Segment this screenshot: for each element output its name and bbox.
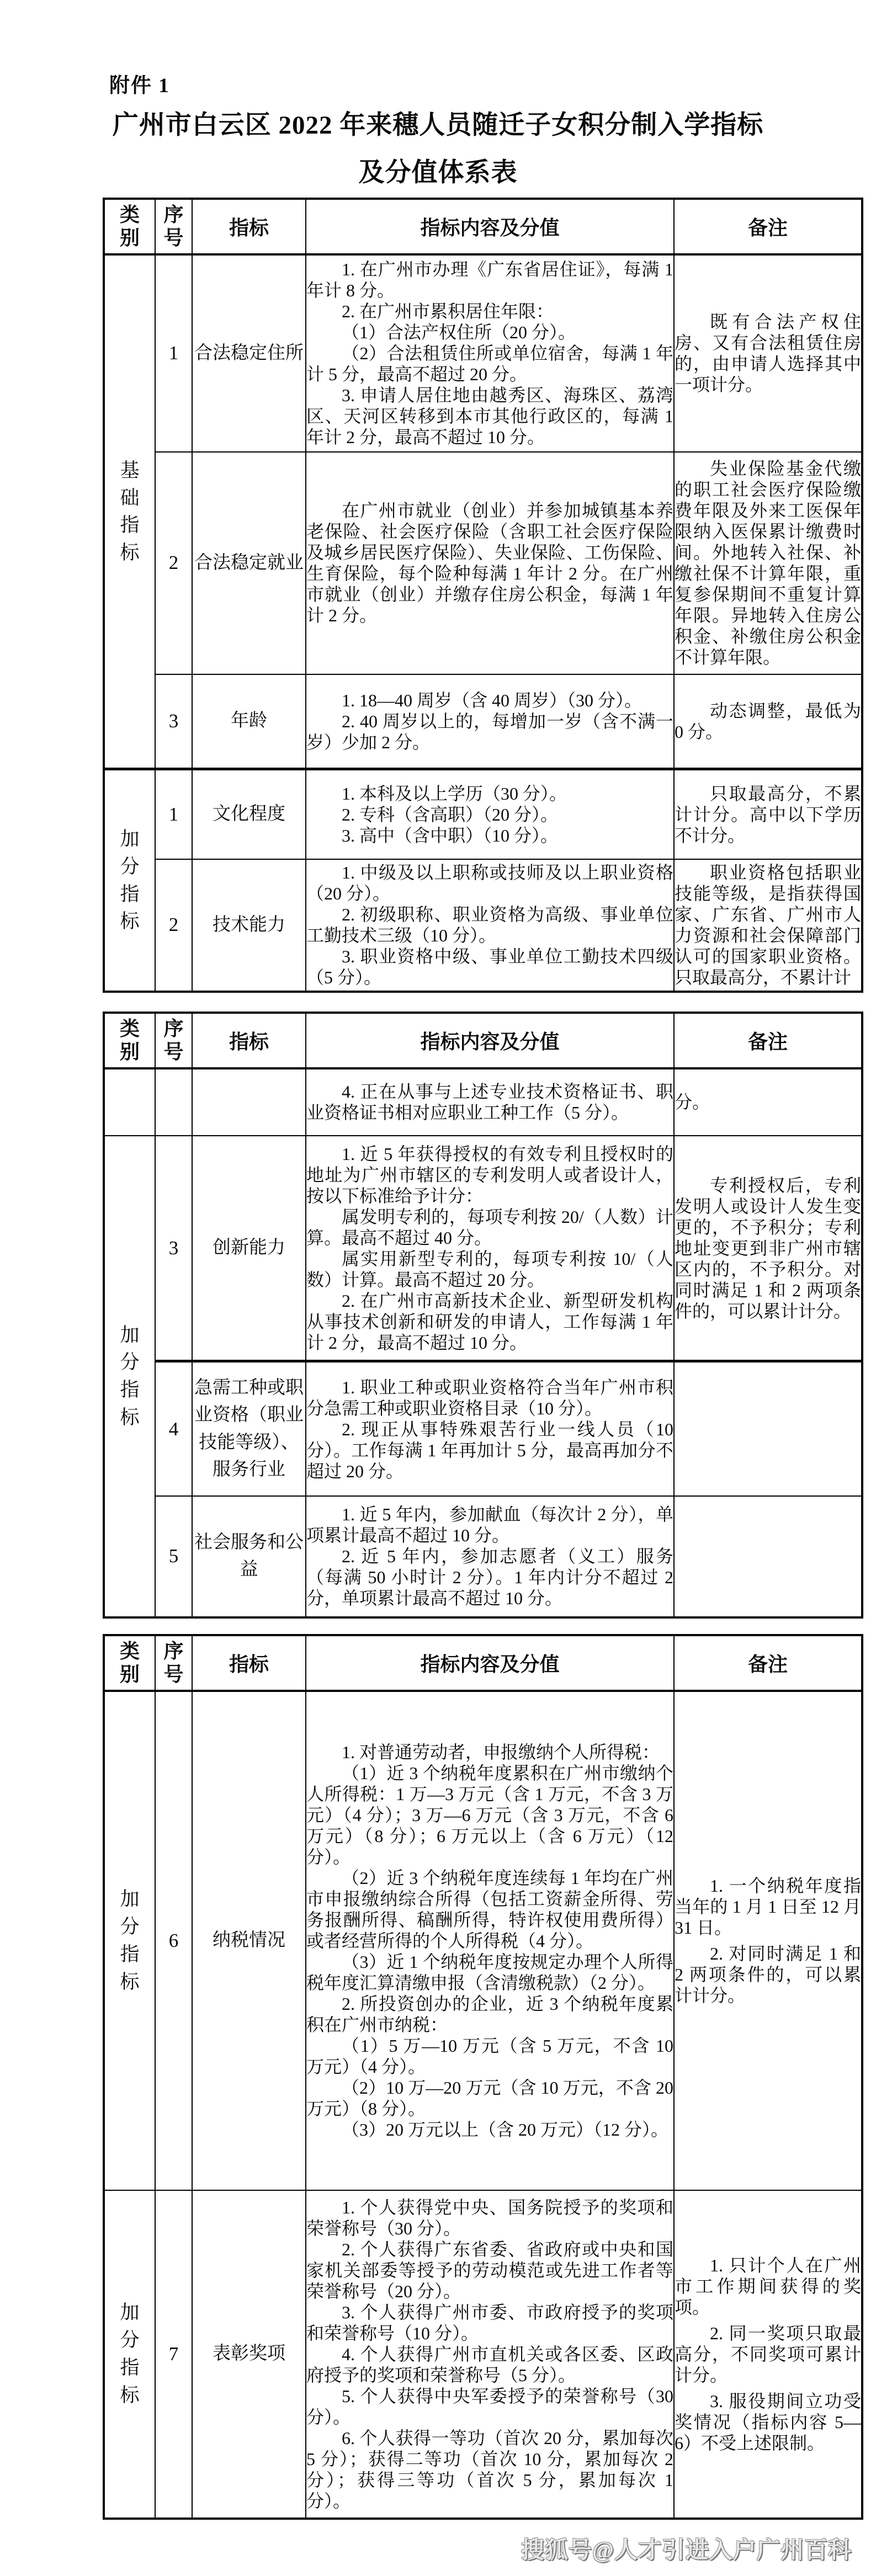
- content-paragraph: （3）近 1 个纳税年度按规定办理个人所得税年度汇算清缴申报（含清缴税款）（2 分）。: [306, 1951, 673, 1993]
- page-title-line1: 广州市白云区 2022 年来穗人员随迁子女积分制入学指标: [112, 111, 764, 140]
- table-row: [104, 1691, 862, 2190]
- category-cell: [104, 1068, 155, 1136]
- remark-cell: [674, 859, 862, 992]
- content-paragraph: 1. 对普通劳动者，申报缴纳个人所得税：: [342, 1742, 660, 1762]
- remark-cell: [674, 2190, 862, 2519]
- col-header-label: 指标: [229, 216, 269, 239]
- col-header-label: 指标: [229, 1653, 269, 1675]
- score-table-part-3: [103, 1634, 863, 2520]
- content-cell: [306, 1496, 674, 1617]
- content-cell: [306, 2190, 674, 2519]
- content-paragraph: 3. 职业资格中级、事业单位工勤技术四级（5 分）。: [306, 946, 673, 988]
- col-header-label: 备注: [747, 216, 788, 239]
- seq-cell: 3: [155, 1136, 192, 1361]
- seq-cell: 1: [155, 254, 192, 452]
- table-row: [104, 859, 862, 992]
- indicator-cell: 创新能力: [192, 1136, 306, 1361]
- header-row: [104, 1635, 862, 1691]
- table-row: [104, 674, 862, 769]
- content-paragraph: 3. 高中（含中职）（10 分）。: [342, 826, 559, 846]
- indicator-cell: 表彰奖项: [192, 2190, 306, 2519]
- col-header-remark: [674, 1635, 862, 1691]
- remark-cell: [674, 1136, 862, 1361]
- indicator-cell: 文化程度: [192, 769, 306, 859]
- content-cell: [306, 769, 674, 859]
- content-paragraph: 1. 近 5 年内，参加献血（每次计 2 分），单项累计最高不超过 10 分。: [306, 1504, 673, 1546]
- category-label: 加分指标: [120, 1888, 140, 1993]
- remark-paragraph: 1. 一个纳税年度指当年的 1 月 1 日至 12 月 31 日。: [675, 1876, 861, 1938]
- category-label: 基础指标: [120, 459, 140, 563]
- content-paragraph: 在广州市就业（创业）并参加城镇基本养老保险、社会医疗保险（含职工社会医疗保险及城乡居民医疗保险）、失业保险、工伤保险、生育保险，每个险种每满 1 年计 2 分。在广州市就业（创业）并缴存住房公积金，每满 1 年计 2 分。: [306, 501, 673, 626]
- col-header-label: 序号: [163, 1017, 184, 1063]
- content-paragraph: 1. 本科及以上学历（30 分）。: [342, 784, 567, 804]
- remark-paragraph: 职业资格包括职业技能等级，是指获得国家、广东省、广州市人力资源和社会保障部门认可的国家职业资格。只取最高分，不累计计: [675, 863, 861, 988]
- seq-cell: 1: [155, 769, 192, 859]
- remark-cell: [674, 674, 862, 769]
- table-row: [104, 769, 862, 859]
- col-header-indicator: [192, 1013, 306, 1068]
- remark-cell: [674, 1361, 862, 1496]
- col-header-label: 备注: [747, 1030, 788, 1053]
- category-cell: [104, 254, 155, 769]
- indicator-cell: 合法稳定住所: [192, 254, 306, 452]
- page-title: [0, 102, 876, 196]
- col-header-indicator: [192, 1635, 306, 1691]
- content-paragraph: 1. 在广州市办理《广东省居住证》，每满 1 年计 8 分。: [306, 259, 673, 301]
- score-table-part-2: [103, 1012, 863, 1619]
- content-paragraph: 3. 个人获得广州市委、市政府授予的奖项和荣誉称号（10 分）。: [306, 2302, 673, 2343]
- content-paragraph: 2. 40 周岁以上的，每增加一岁（含不满一岁）少加 2 分。: [306, 711, 673, 753]
- col-header-label: 类别: [119, 204, 140, 249]
- seq-cell: 2: [155, 859, 192, 992]
- seq-cell: 2: [155, 452, 192, 674]
- remark-paragraph: 2. 对同时满足 1 和 2 两项条件的，可以累计计分。: [675, 1944, 861, 2006]
- content-paragraph: 5. 个人获得中央军委授予的荣誉称号（30 分）。: [306, 2386, 673, 2427]
- col-header-label: 序号: [163, 204, 184, 249]
- remark-paragraph: 3. 服役期间立功受奖情况（指标内容 5—6）不受上述限制。: [675, 2391, 861, 2453]
- col-header-category: [104, 199, 155, 254]
- col-header-label: 指标内容及分值: [420, 216, 560, 239]
- content-paragraph: 1. 18—40 周岁（含 40 周岁）（30 分）。: [342, 690, 643, 711]
- content-paragraph: 2. 近 5 年内，参加志愿者（义工）服务（每满 50 小时计 2 分）。1 年内计分不超过 2 分，单项累计最高不超过 10 分。: [306, 1546, 673, 1609]
- category-cell: [104, 2190, 155, 2519]
- content-paragraph: 4. 正在从事与上述专业技术资格证书、职业资格证书相对应职业工种工作（5 分）。: [306, 1082, 673, 1123]
- content-cell: [306, 1136, 674, 1361]
- score-tables-container: [103, 198, 861, 2538]
- indicator-cell: 年龄: [192, 674, 306, 769]
- seq-cell: 5: [155, 1496, 192, 1617]
- col-header-label: 类别: [119, 1017, 140, 1063]
- category-cell: [104, 769, 155, 992]
- col-header-content: [306, 1013, 674, 1068]
- header-row: [104, 1013, 862, 1068]
- remark-cell: [674, 1496, 862, 1617]
- col-header-remark: [674, 1013, 862, 1068]
- content-paragraph: （1）5 万—10 万元（含 5 万元，不含 10 万元）（4 分）。: [306, 2035, 673, 2077]
- indicator-cell: 合法稳定就业: [192, 452, 306, 674]
- remark-paragraph: 只取最高分，不累计计分。高中以下学历不计分。: [675, 784, 861, 846]
- content-paragraph: 3. 申请人居住地由越秀区、海珠区、荔湾区、天河区转移到本市其他行政区的，每满 1 年计 2 分，最高不超过 10 分。: [306, 385, 673, 448]
- seq-cell: 7: [155, 2190, 192, 2519]
- col-header-indicator: [192, 199, 306, 254]
- content-paragraph: 2. 专科（含高职）（20 分）。: [342, 805, 559, 825]
- table-row: [104, 2190, 862, 2519]
- col-header-remark: [674, 199, 862, 254]
- header-row: [104, 199, 862, 254]
- content-paragraph: 1. 个人获得党中央、国务院授予的奖项和荣誉称号（30 分）。: [306, 2197, 673, 2238]
- table-row: [104, 1496, 862, 1617]
- content-cell: [306, 1691, 674, 2190]
- col-header-label: 指标: [229, 1030, 269, 1053]
- attachment-label: 附件 1: [109, 74, 170, 97]
- remark-paragraph: 1. 只计个人在广州市工作期间获得的奖项。: [675, 2255, 861, 2317]
- category-cell: [104, 1136, 155, 1617]
- remark-cell: [674, 452, 862, 674]
- content-paragraph: 属发明专利的，每项专利按 20/（人数）计算。最高不超过 40 分。: [306, 1206, 673, 1248]
- watermark-text: 搜狐号@人才引进入户广州百科: [521, 2538, 852, 2563]
- content-paragraph: 2. 在广州市累积居住年限：: [342, 301, 554, 322]
- content-paragraph: （3）20 万元以上（含 20 万元）（12 分）。: [342, 2119, 669, 2139]
- content-paragraph: （2）合法租赁住所或单位宿舍，每满 1 年计 5 分，最高不超过 20 分。: [306, 343, 673, 385]
- content-cell: [306, 1068, 674, 1136]
- content-paragraph: （1）合法产权住所（20 分）。: [342, 322, 576, 343]
- indicator-cell: 急需工种或职业资格（职业技能等级）、服务行业: [192, 1361, 306, 1496]
- col-header-label: 指标内容及分值: [420, 1653, 560, 1675]
- page-title-line2: 及分值体系表: [358, 158, 518, 187]
- remark-cell: [674, 1068, 862, 1136]
- col-header-content: [306, 1635, 674, 1691]
- table-row: [104, 1136, 862, 1361]
- remark-cell: [674, 1691, 862, 2190]
- remark-cell: [674, 769, 862, 859]
- col-header-label: 类别: [119, 1640, 140, 1686]
- content-paragraph: 属实用新型专利的，每项专利按 10/（人数）计算。最高不超过 20 分。: [306, 1248, 673, 1290]
- table-row: [104, 452, 862, 674]
- remark-cell: [674, 254, 862, 452]
- category-label: 加分指标: [120, 1324, 140, 1428]
- content-cell: [306, 452, 674, 674]
- remark-paragraph: 2. 同一奖项只取最高分，不同奖项可累计计分。: [675, 2323, 861, 2385]
- indicator-cell: 纳税情况: [192, 1691, 306, 2190]
- table-row: [104, 254, 862, 452]
- content-paragraph: 6. 个人获得一等功（首次 20 分，累加每次 5 分）；获得二等功（首次 10 分，累加每次 2 分）；获得三等功（首次 5 分，累加每次 1 分）。: [306, 2428, 673, 2511]
- col-header-label: 备注: [747, 1653, 788, 1675]
- category-label: 加分指标: [120, 2302, 140, 2406]
- content-paragraph: 1. 近 5 年获得授权的有效专利且授权时的地址为广州市辖区的专利发明人或者设计人，按以下标准给予计分：: [306, 1143, 673, 1206]
- col-header-label: 序号: [163, 1640, 184, 1686]
- category-cell: [104, 1691, 155, 2190]
- indicator-cell: 技术能力: [192, 859, 306, 992]
- remark-paragraph: 失业保险基金代缴的职工社会医疗保险缴费年限及外来工医保年限纳入医保累计缴费时间。外地转入社保、补缴社保不计算年限，重复参保期间不重复计算年限。异地转入住房公积金、补缴住房公积金不计算年限。: [675, 459, 861, 668]
- category-label: 加分指标: [120, 828, 140, 933]
- content-paragraph: 1. 职业工种或职业资格符合当年广州市积分急需工种或职业资格目录（10 分）。: [306, 1377, 673, 1418]
- content-paragraph: 2. 初级职称、职业资格为高级、事业单位工勤技术三级（10 分）。: [306, 904, 673, 946]
- content-cell: [306, 859, 674, 992]
- seq-cell: 4: [155, 1361, 192, 1496]
- content-cell: [306, 674, 674, 769]
- indicator-cell: [192, 1068, 306, 1136]
- col-header-label: 指标内容及分值: [420, 1030, 560, 1053]
- remark-paragraph: 既有合法产权住房、又有合法租赁住房的，由申请人选择其中一项计分。: [675, 312, 861, 395]
- indicator-cell: 社会服务和公益: [192, 1496, 306, 1617]
- table-row: [104, 1361, 862, 1496]
- content-paragraph: （1）近 3 个纳税年度累积在广州市缴纳个人所得税：1 万—3 万元（含 1 万元，不含 3 万元）（4 分）；3 万—6 万元（含 3 万元，不含 6 万元）（8 分）；6 万元以上（含 6 万元）（12 分）。: [306, 1763, 673, 1867]
- seq-cell: 6: [155, 1691, 192, 2190]
- content-paragraph: （2）10 万—20 万元（含 10 万元，不含 20 万元）（8 分）。: [306, 2077, 673, 2119]
- col-header-seq: [155, 1013, 192, 1068]
- col-header-content: [306, 199, 674, 254]
- content-paragraph: 2. 个人获得广东省委、省政府或中央和国家机关部委等授予的劳动模范或先进工作者等荣誉称号（20 分）。: [306, 2239, 673, 2301]
- content-paragraph: 2. 现正从事特殊艰苦行业一线人员（10 分）。工作每满 1 年再加计 5 分，最高再加分不超过 20 分。: [306, 1419, 673, 1481]
- content-cell: [306, 254, 674, 452]
- table-row: [104, 1068, 862, 1136]
- content-paragraph: 1. 中级及以上职称或技师及以上职业资格（20 分）。: [306, 863, 673, 904]
- col-header-seq: [155, 199, 192, 254]
- seq-cell: 3: [155, 674, 192, 769]
- col-header-seq: [155, 1635, 192, 1691]
- col-header-category: [104, 1635, 155, 1691]
- content-paragraph: 4. 个人获得广州市直机关或各区委、区政府授予的奖项和荣誉称号（5 分）。: [306, 2344, 673, 2385]
- content-paragraph: 2. 在广州市高新技术企业、新型研发机构从事技术创新和研发的申请人，工作每满 1 年计 2 分，最高不超过 10 分。: [306, 1290, 673, 1353]
- remark-paragraph: 分。: [675, 1092, 710, 1113]
- remark-paragraph: 专利授权后，专利发明人或设计人发生变更的，不予积分；专利地址变更到非广州市辖区内的，不予积分。对同时满足 1 和 2 两项条件的，可以累计计分。: [675, 1175, 861, 1321]
- col-header-category: [104, 1013, 155, 1068]
- seq-cell: [155, 1068, 192, 1136]
- content-paragraph: 2. 所投资创办的企业，近 3 个纳税年度累积在广州市纳税：: [306, 1993, 673, 2035]
- score-table-part-1: [103, 198, 863, 993]
- remark-paragraph: 动态调整，最低为 0 分。: [675, 701, 861, 742]
- content-paragraph: （2）近 3 个纳税年度连续每 1 年均在广州市申报缴纳综合所得（包括工资薪金所得、劳务报酬所得、稿酬所得，特许权使用费所得）或者经营所得的个人所得税（4 分）。: [306, 1867, 673, 1951]
- content-cell: [306, 1361, 674, 1496]
